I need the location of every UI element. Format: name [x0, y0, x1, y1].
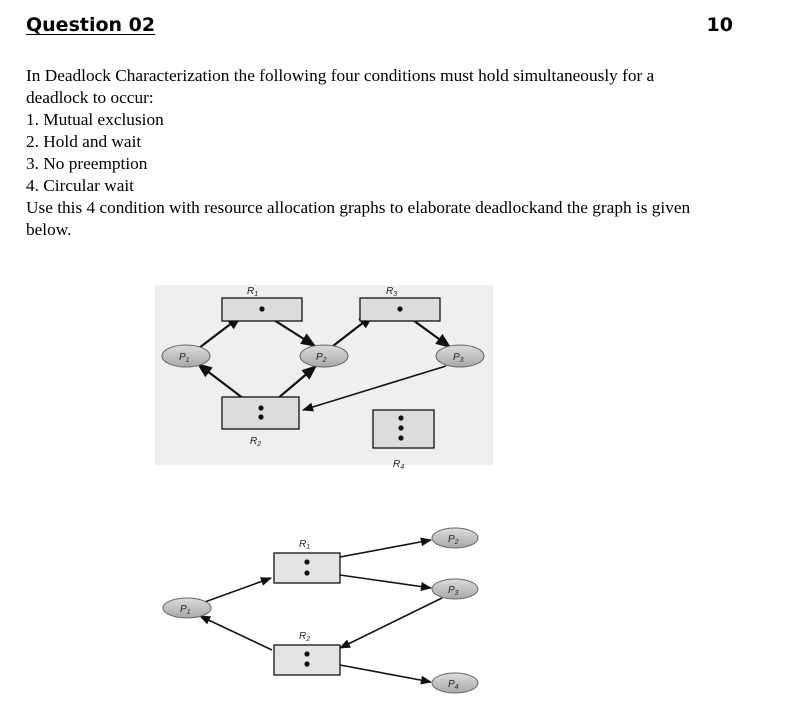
edge-r1-p3	[340, 575, 431, 588]
instance-dot	[398, 415, 403, 420]
condition-item: 3. No preemption	[26, 154, 148, 173]
resource-label: $R_3$	[386, 286, 398, 298]
resource-label: $R_2$	[299, 631, 311, 643]
resource-label: $R_4$	[393, 459, 405, 471]
svg-text:P2: $P_2$	[316, 352, 327, 364]
process-p4	[432, 673, 478, 693]
instance-dot	[397, 306, 402, 311]
svg-text:P3: $P_3$	[453, 352, 464, 364]
graph1-background	[155, 285, 493, 465]
resource-r2	[274, 631, 340, 675]
condition-item: 1. Mutual exclusion	[26, 110, 164, 129]
instance-dot	[398, 435, 403, 440]
intro-line-1: In Deadlock Characterization the following four conditions must hold simultaneously for a	[26, 66, 655, 85]
instruction-line-1: Use this 4 condition with resource allocation graphs to elaborate deadlockand the graph is given	[26, 198, 691, 217]
edge-r1-p2	[340, 540, 431, 557]
question-title: Question 02	[26, 14, 156, 36]
instance-dot	[304, 559, 309, 564]
question-marks: 10	[706, 14, 733, 36]
svg-text:P3: $P_3$	[448, 585, 459, 597]
process-p1	[163, 598, 211, 618]
instruction-line-2: below.	[26, 220, 72, 239]
instance-dot	[304, 570, 309, 575]
resource-label: $R_1$	[247, 286, 259, 298]
process-p2	[432, 528, 478, 548]
condition-item: 4. Circular wait	[26, 176, 134, 195]
resource-allocation-graph-2	[163, 528, 478, 693]
instance-dot	[259, 306, 264, 311]
resource-r1	[274, 539, 340, 583]
instance-dot	[258, 414, 263, 419]
resource-label: $R_1$	[299, 539, 311, 551]
instance-dot	[398, 425, 403, 430]
instance-dot	[304, 661, 309, 666]
resource-label: $R_2$	[250, 436, 262, 448]
process-p3	[436, 345, 484, 367]
svg-text:P1: $P_1$	[179, 352, 190, 364]
edge-p3-r2	[340, 598, 442, 648]
edge-r2-p4	[340, 665, 431, 682]
process-p1	[162, 345, 210, 367]
edge-r2-p1	[200, 616, 272, 650]
process-p3	[432, 579, 478, 599]
svg-text:P4: $P_4$	[448, 679, 459, 691]
condition-item: 2. Hold and wait	[26, 132, 142, 151]
resource-allocation-graph-1	[155, 285, 493, 471]
svg-text:P1: $P_1$	[180, 604, 191, 616]
instance-dot	[258, 405, 263, 410]
process-p2	[300, 345, 348, 367]
edge-p1-r1	[202, 578, 271, 603]
intro-line-2: deadlock to occur:	[26, 88, 154, 107]
instance-dot	[304, 651, 309, 656]
svg-text:P2: $P_2$	[448, 534, 459, 546]
